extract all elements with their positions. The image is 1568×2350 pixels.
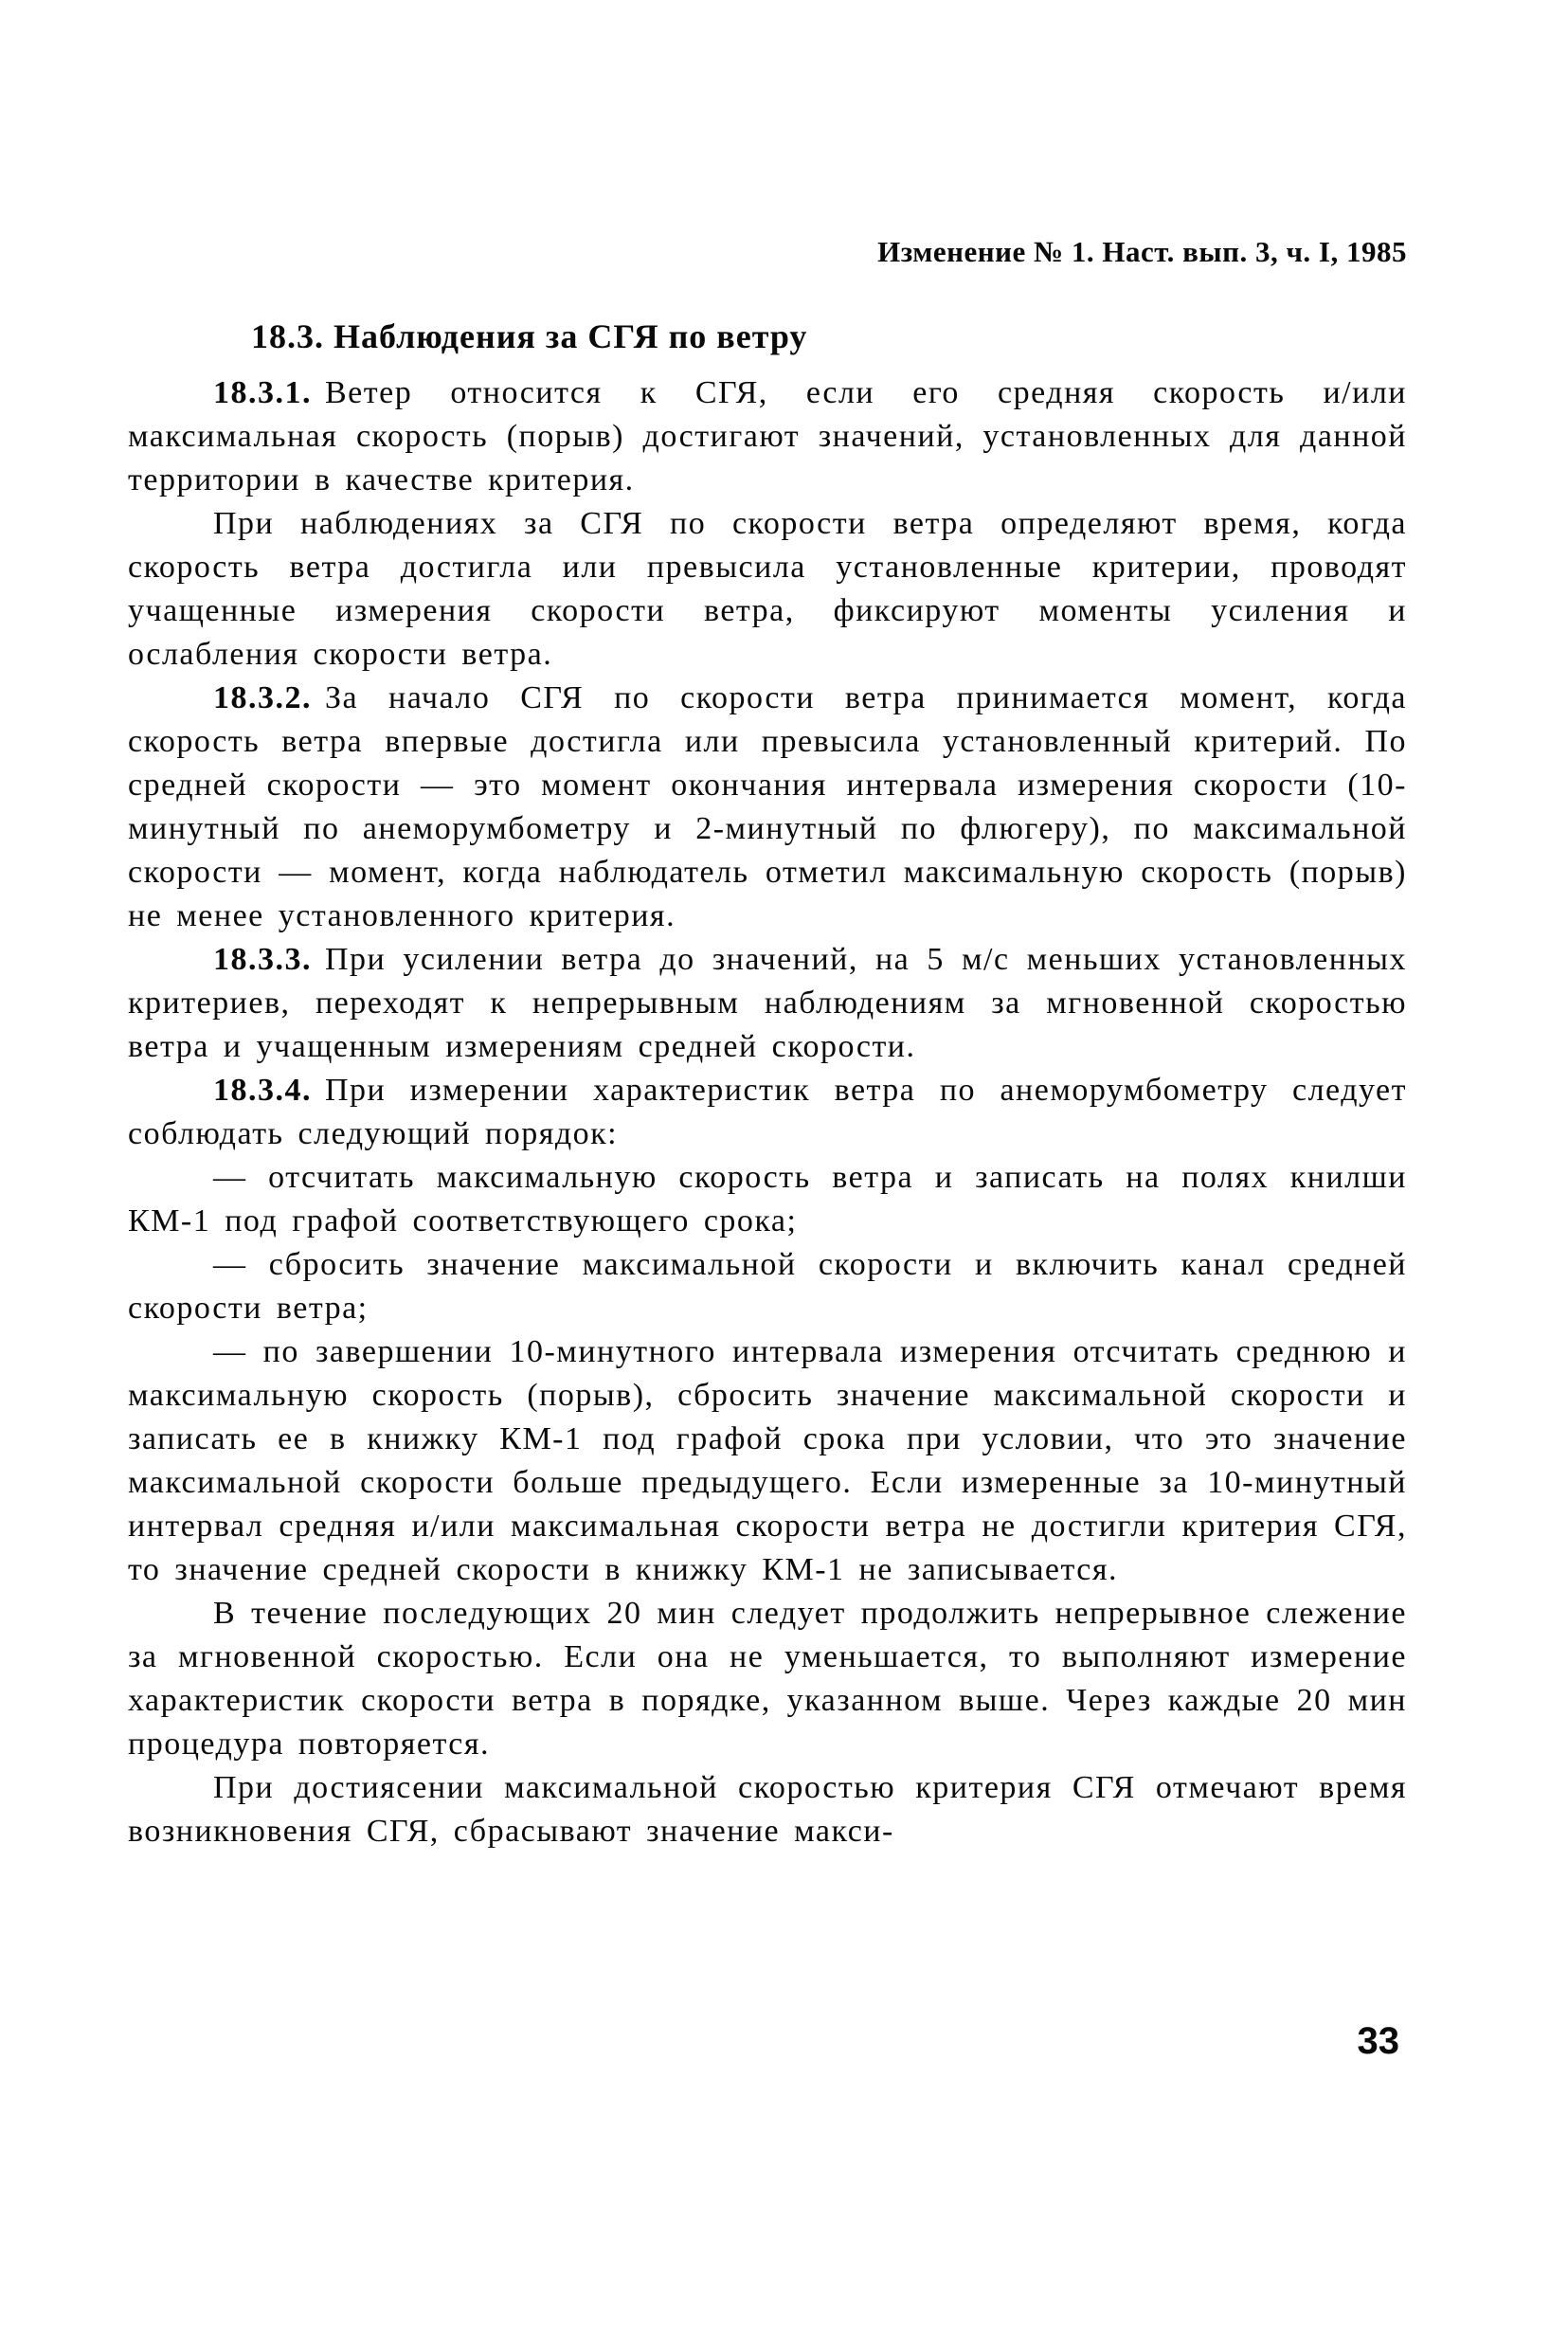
paragraph-number: 18.3.3. bbox=[213, 942, 312, 977]
paragraph-text: — по завершении 10-минутного интервала измерения отсчитать среднюю и максимальную скорость (порыв), сбросить значение максимальной скорости и записать ее в книжку КМ-1 под графой срока при условии, что это значение максимальной скорости больше предыдущего. Если измеренные за 10-минутный интервал средняя и/или максимальная скорости ветра не достигли критерия СГЯ, то значение средней скорости в книжку КМ-1 не записывается. bbox=[128, 1334, 1407, 1587]
paragraph-text: При усилении ветра до значений, на 5 м/с меньших установленных критериев, переходят к непрерывным наблюдениям за мгновенной скоростью ветра и учащенным измерениям средней скорости. bbox=[128, 942, 1407, 1064]
paragraph-text: — отсчитать максимальную скорость ветра и записать на полях книлши КМ-1 под графой соответствующего срока; bbox=[128, 1160, 1407, 1238]
paragraph-number: 18.3.1. bbox=[213, 375, 312, 410]
paragraph-number: 18.3.2. bbox=[213, 680, 312, 715]
paragraph-text: При наблюдениях за СГЯ по скорости ветра определяют время, когда скорость ветра достигла или превысила установленные критерии, проводят учащенные измерения скорости ветра, фиксируют моменты усиления и ослабления скорости ветра. bbox=[128, 506, 1407, 672]
paragraph bbox=[128, 1069, 1407, 1156]
page-number: 33 bbox=[1357, 2020, 1399, 2062]
list-item bbox=[128, 1243, 1407, 1330]
list-item bbox=[128, 1156, 1407, 1243]
paragraph-text: Ветер относится к СГЯ, если его средняя скорость и/или максимальная скорость (порыв) достигают значений, установленных для данной территории в качестве критерия. bbox=[128, 375, 1407, 497]
paragraph-text: За начало СГЯ по скорости ветра принимается момент, когда скорость ветра впервые достигла или превысила установленный критерий. По средней скорости — это момент окончания интервала измерения скорости (10-минутный по анеморумбометру и 2-минутный по флюгеру), по максимальной скорости — момент, когда наблюдатель отметил максимальную скорость (порыв) не менее установленного критерия. bbox=[128, 680, 1407, 933]
paragraph-text: В течение последующих 20 мин следует продолжить непрерывное слежение за мгновенной скоростью. Если она не уменьшается, то выполняют измерение характеристик скорости ветра в порядке, указанном выше. Через каждые 20 мин процедура повторяется. bbox=[128, 1596, 1407, 1762]
paragraph bbox=[128, 1766, 1407, 1853]
paragraph-text: При измерении характеристик ветра по анеморумбометру следует соблюдать следующий порядок: bbox=[128, 1073, 1407, 1151]
section-heading: 18.3. Наблюдения за СГЯ по ветру bbox=[251, 317, 808, 355]
body-text bbox=[128, 371, 1407, 1853]
paragraph bbox=[128, 371, 1407, 502]
paragraph-text: При достиясении максимальной скоростью критерия СГЯ отмечают время возникновения СГЯ, сбрасывают значение макси- bbox=[128, 1770, 1407, 1849]
text-block bbox=[128, 235, 1407, 1853]
paragraph-text: — сбросить значение максимальной скорости и включить канал средней скорости ветра; bbox=[128, 1247, 1407, 1326]
paragraph bbox=[128, 502, 1407, 677]
paragraph bbox=[128, 1592, 1407, 1766]
list-item bbox=[128, 1330, 1407, 1592]
paragraph-number: 18.3.4. bbox=[213, 1073, 312, 1108]
paragraph bbox=[128, 677, 1407, 938]
running-header: Изменение № 1. Наст. вып. 3, ч. I, 1985 bbox=[877, 235, 1407, 268]
paragraph bbox=[128, 938, 1407, 1069]
